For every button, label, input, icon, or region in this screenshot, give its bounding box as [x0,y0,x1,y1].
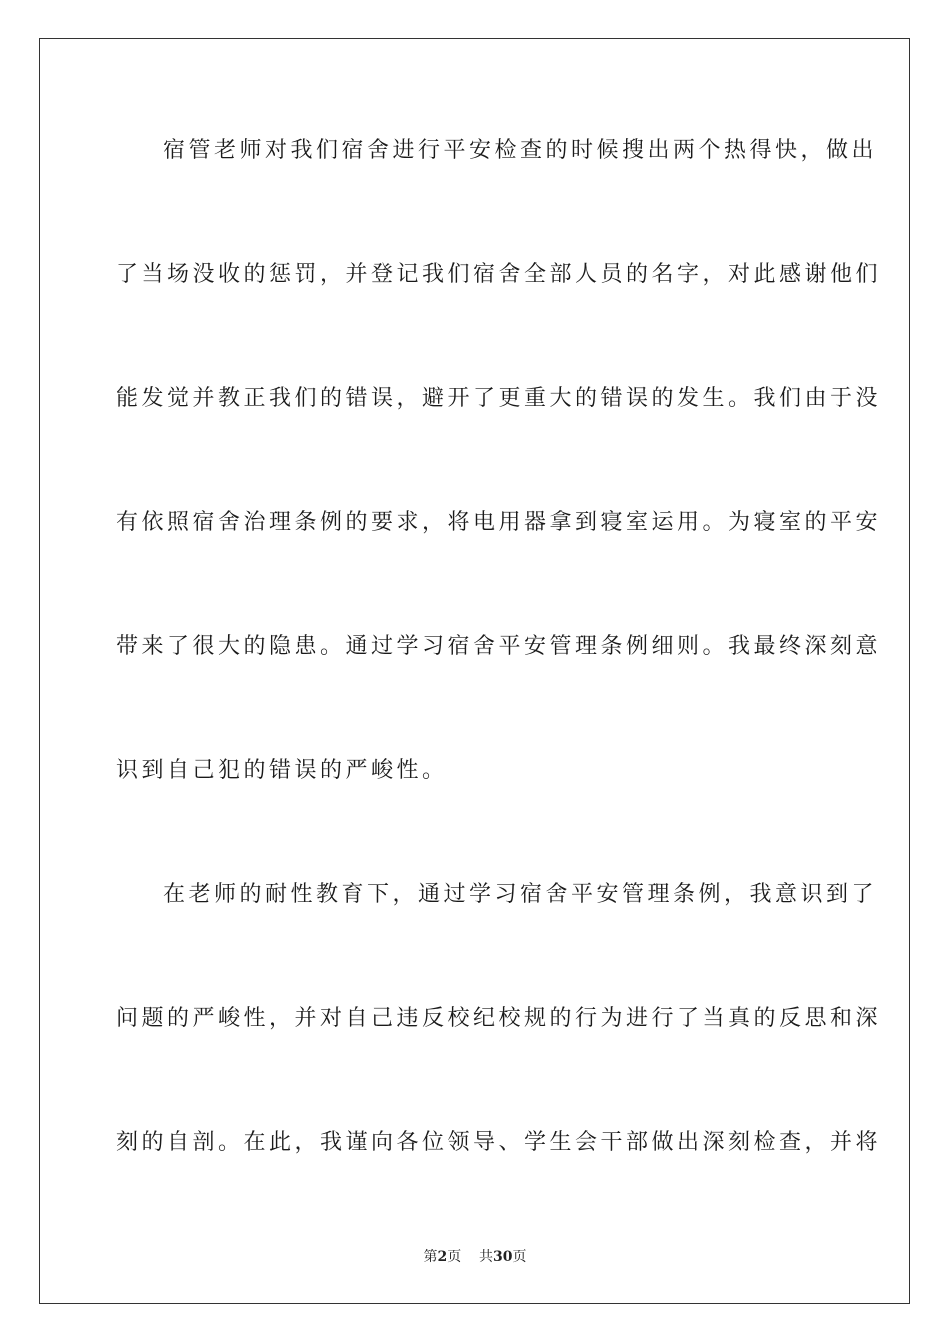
text-line: 识到自己犯的错误的严峻性。 [116,758,448,783]
text-line: 能发觉并教正我们的错误，避开了更重大的错误的发生。我们由于没 [116,386,882,411]
page-suffix: 页 [447,1249,462,1265]
text-line: 带来了很大的隐患。通过学习宿舍平安管理条例细则。我最终深刻意 [116,634,882,659]
text-line: 在老师的耐性教育下，通过学习宿舍平安管理条例，我意识到了 [163,882,878,907]
text-line: 刻的自剖。在此，我谨向各位领导、学生会干部做出深刻检查，并将 [116,1130,882,1155]
text-line: 了当场没收的惩罚，并登记我们宿舍全部人员的名字，对此感谢他们 [116,262,882,287]
text-line: 宿管老师对我们宿舍进行平安检查的时候搜出两个热得快，做出 [163,138,878,163]
text-line: 问题的严峻性，并对自己违反校纪校规的行为进行了当真的反思和深 [116,1006,882,1031]
total-suffix: 页 [512,1249,527,1265]
page-footer [0,1247,950,1267]
text-line: 有依照宿舍治理条例的要求，将电用器拿到寝室运用。为寝室的平安 [116,510,882,535]
page-border [39,38,910,1304]
page-prefix: 第 [423,1249,438,1265]
total-pages: 30 [493,1249,513,1265]
total-prefix: 共 [479,1249,494,1265]
page-number: 2 [437,1249,448,1265]
